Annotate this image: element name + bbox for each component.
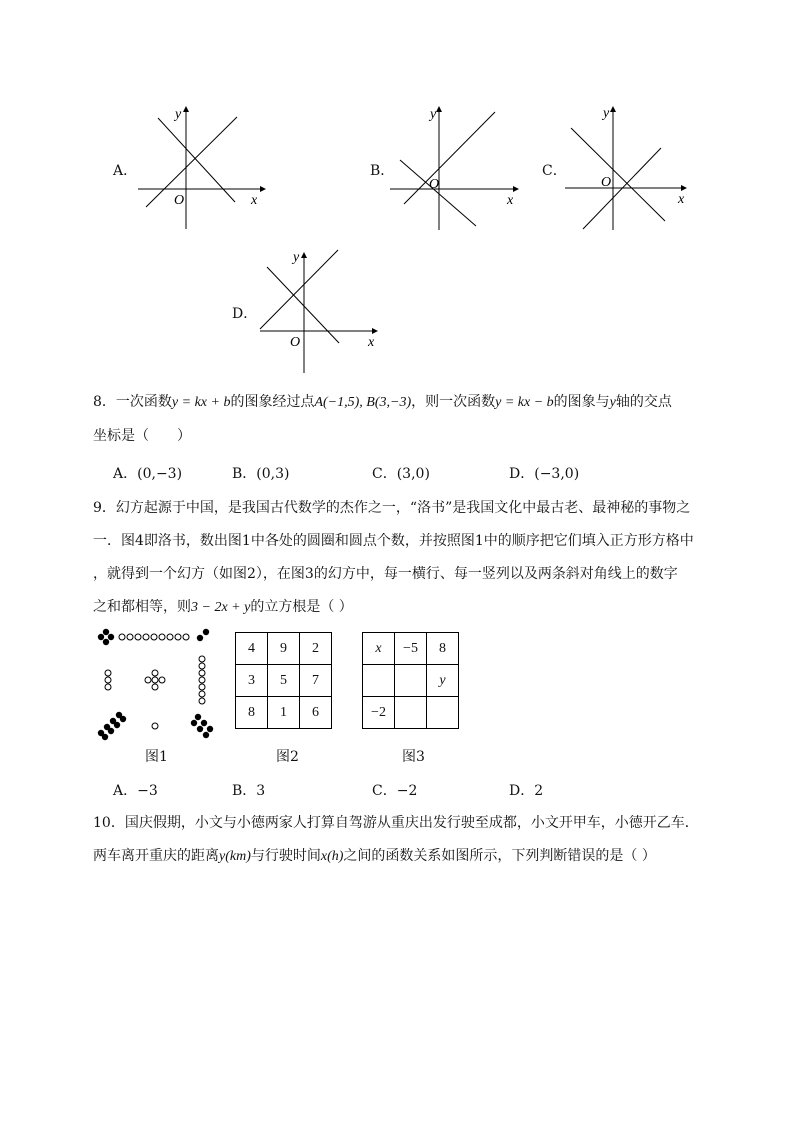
luoshu-5-circles [145, 670, 165, 690]
figure-2-magic-square [235, 632, 332, 729]
y-axis-label: y [175, 107, 182, 122]
q8-option-a[interactable]: A．(0,−3) [113, 466, 183, 482]
grid-cell: −2 [363, 697, 395, 729]
q9-option-b[interactable]: B．3 [232, 783, 266, 799]
question-9-line-1: 9．幻方起源于中国，是我国古代数学的杰作之一，“洛书”是我国文化中最古老、最神秘的事物之 [93, 500, 691, 516]
grid-cell: 3 [236, 665, 268, 697]
y-axis-label: y [293, 250, 300, 265]
question-10-line-2: 两车离开重庆的距离y(km)与行驶时间x(h)之间的函数关系如图所示，下列判断错误的是（ ） [93, 848, 656, 864]
grid-cell: −5 [395, 633, 427, 665]
grid-cell: 8 [236, 697, 268, 729]
y-axis-label: y [430, 107, 437, 122]
option-d-label: D． [232, 306, 258, 322]
figure-1-caption: 图1 [145, 749, 168, 765]
grid-cell: y [427, 665, 459, 697]
origin-label: O [429, 177, 440, 192]
grid-cell: 8 [427, 633, 459, 665]
question-9-line-4: 之和都相等，则3 − 2x + y的立方根是（ ） [93, 599, 353, 615]
luoshu-2-dots [197, 629, 209, 641]
luoshu-7-circles [199, 656, 205, 704]
grid-cell: 6 [300, 697, 332, 729]
luoshu-9-circles [119, 634, 189, 640]
question-9-line-2: 一．图4即洛书，数出图1中各处的圆圈和圆点个数，并按照图1中的顺序把它们填入正方形方格中 [93, 533, 694, 549]
luoshu-3-circles [105, 670, 111, 690]
x-axis-label: x [251, 193, 258, 208]
figure-3-magic-square [362, 632, 459, 729]
q8-option-b[interactable]: B．(0,3) [232, 466, 290, 482]
q9-option-d[interactable]: D．2 [509, 783, 544, 799]
graph-option-a[interactable] [130, 100, 270, 240]
origin-label: O [290, 335, 301, 350]
luoshu-6-dots [191, 714, 213, 738]
grid-cell [363, 665, 395, 697]
x-axis-label: x [678, 192, 685, 207]
q9-option-c[interactable]: C．−2 [372, 783, 418, 799]
y-axis-label: y [603, 106, 610, 121]
grid-cell [395, 665, 427, 697]
luoshu-1-circle [152, 723, 158, 729]
x-axis-label: x [507, 193, 514, 208]
graph-option-b[interactable] [390, 100, 530, 240]
option-a-label: A． [113, 163, 138, 179]
graph-option-c[interactable] [565, 100, 705, 240]
q8-option-d[interactable]: D．(−3,0) [509, 466, 580, 482]
grid-cell: 7 [300, 665, 332, 697]
luoshu-4-dots [98, 629, 114, 645]
luoshu-8-dots [98, 712, 126, 740]
option-c-label: C． [542, 163, 567, 179]
q8-option-c[interactable]: C．(3,0) [372, 466, 430, 482]
question-10-line-1: 10．国庆假期，小文与小德两家人打算自驾游从重庆出发行驶至成都，小文开甲车，小德开乙车． [93, 815, 699, 831]
grid-cell: 9 [268, 633, 300, 665]
grid-cell: x [363, 633, 395, 665]
origin-label: O [601, 175, 612, 190]
q9-option-a[interactable]: A．−3 [113, 783, 158, 799]
question-8-line-2: 坐标是（ ） [93, 428, 191, 444]
figure-2-caption: 图2 [276, 749, 299, 765]
origin-label: O [174, 193, 185, 208]
x-axis-label: x [368, 335, 375, 350]
question-9-line-3: ，就得到一个幻方（如图2），在图3的幻方中，每一横行、每一竖列以及两条斜对角线上的数字 [93, 566, 678, 582]
grid-cell [427, 697, 459, 729]
grid-cell [395, 697, 427, 729]
figure-3-caption: 图3 [402, 749, 425, 765]
graph-option-d[interactable] [250, 245, 390, 385]
figure-1-luoshu [93, 627, 223, 742]
grid-cell: 1 [268, 697, 300, 729]
grid-cell: 4 [236, 633, 268, 665]
question-8-line-1: 8．一次函数y = kx + b的图象经过点A(−1,5), B(3,−3)，则一次函数y = kx − b的图象与y轴的交点 [93, 394, 672, 410]
grid-cell: 5 [268, 665, 300, 697]
grid-cell: 2 [300, 633, 332, 665]
option-b-label: B． [370, 163, 395, 179]
